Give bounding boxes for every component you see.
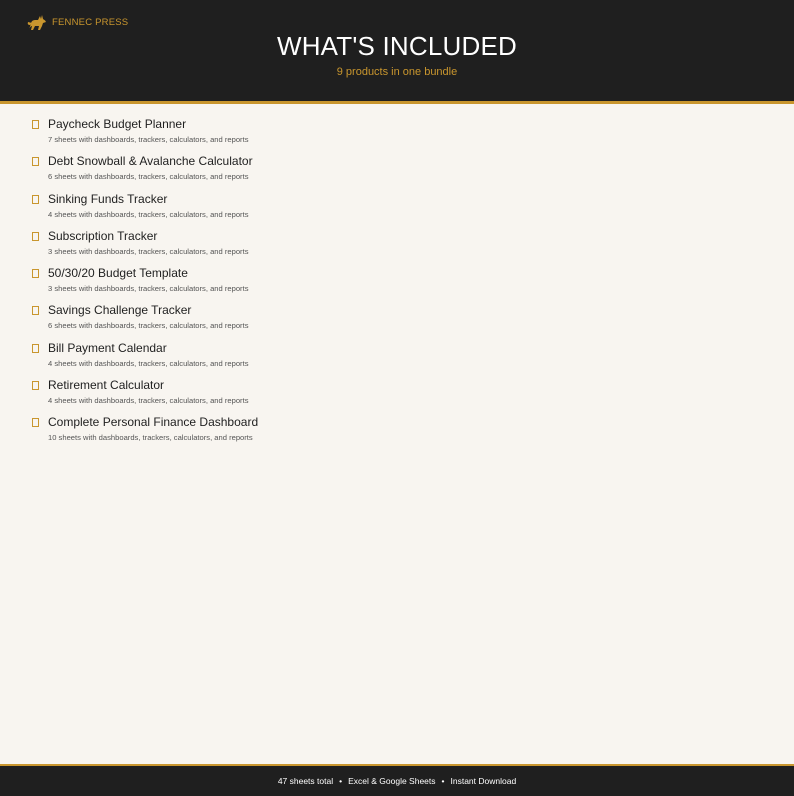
list-item (0, 340, 794, 377)
checkbox-icon (32, 306, 39, 315)
list-item (0, 116, 794, 153)
product-list (0, 116, 794, 452)
product-name: Debt Snowball & Avalanche Calculator (48, 154, 253, 169)
list-item (0, 302, 794, 339)
footer-separator: • (339, 776, 343, 786)
footer-compatibility: Excel & Google Sheets (348, 776, 436, 786)
product-description: 4 sheets with dashboards, trackers, calculators, and reports (48, 358, 249, 368)
product-name: Subscription Tracker (48, 228, 158, 243)
product-name: Paycheck Budget Planner (48, 117, 187, 131)
product-name: Sinking Funds Tracker (48, 191, 168, 206)
footer-bar (0, 764, 794, 796)
checkbox-icon (32, 195, 39, 204)
footer-delivery: Instant Download (450, 776, 517, 786)
list-item (0, 153, 794, 190)
brand-name: FENNEC PRESS (52, 16, 129, 28)
product-name: Retirement Calculator (48, 378, 165, 393)
product-description: 6 sheets with dashboards, trackers, calculators, and reports (48, 172, 249, 182)
checkbox-icon (32, 232, 39, 241)
footer-separator: • (441, 776, 445, 786)
checkbox-icon (32, 344, 39, 353)
header-banner (0, 0, 794, 104)
product-description: 4 sheets with dashboards, trackers, calculators, and reports (48, 396, 249, 406)
list-item (0, 265, 794, 302)
list-item (0, 228, 794, 265)
page-subtitle: 9 products in one bundle (336, 66, 458, 78)
product-description: 7 sheets with dashboards, trackers, calculators, and reports (48, 135, 249, 144)
checkbox-icon (32, 381, 39, 390)
checkbox-icon (32, 157, 39, 166)
list-item (0, 414, 794, 451)
product-description: 3 sheets with dashboards, trackers, calculators, and reports (48, 284, 249, 294)
product-description: 3 sheets with dashboards, trackers, calculators, and reports (48, 246, 249, 256)
product-description: 6 sheets with dashboards, trackers, calculators, and reports (48, 321, 249, 331)
product-name: Complete Personal Finance Dashboard (48, 415, 259, 430)
checkbox-icon (32, 418, 39, 427)
brand (27, 12, 128, 32)
fox-icon (27, 13, 47, 31)
product-description: 4 sheets with dashboards, trackers, calculators, and reports (48, 209, 249, 219)
product-name: 50/30/20 Budget Template (48, 266, 188, 281)
page-title: WHAT'S INCLUDED (276, 31, 518, 61)
list-item (0, 377, 794, 414)
product-name: Savings Challenge Tracker (48, 303, 192, 318)
checkbox-icon (32, 269, 39, 278)
checkbox-icon (32, 120, 39, 129)
product-description: 10 sheets with dashboards, trackers, calculators, and reports (48, 433, 253, 443)
list-item (0, 191, 794, 228)
product-name: Bill Payment Calendar (48, 340, 167, 355)
footer-sheet-count: 47 sheets total (277, 776, 334, 786)
